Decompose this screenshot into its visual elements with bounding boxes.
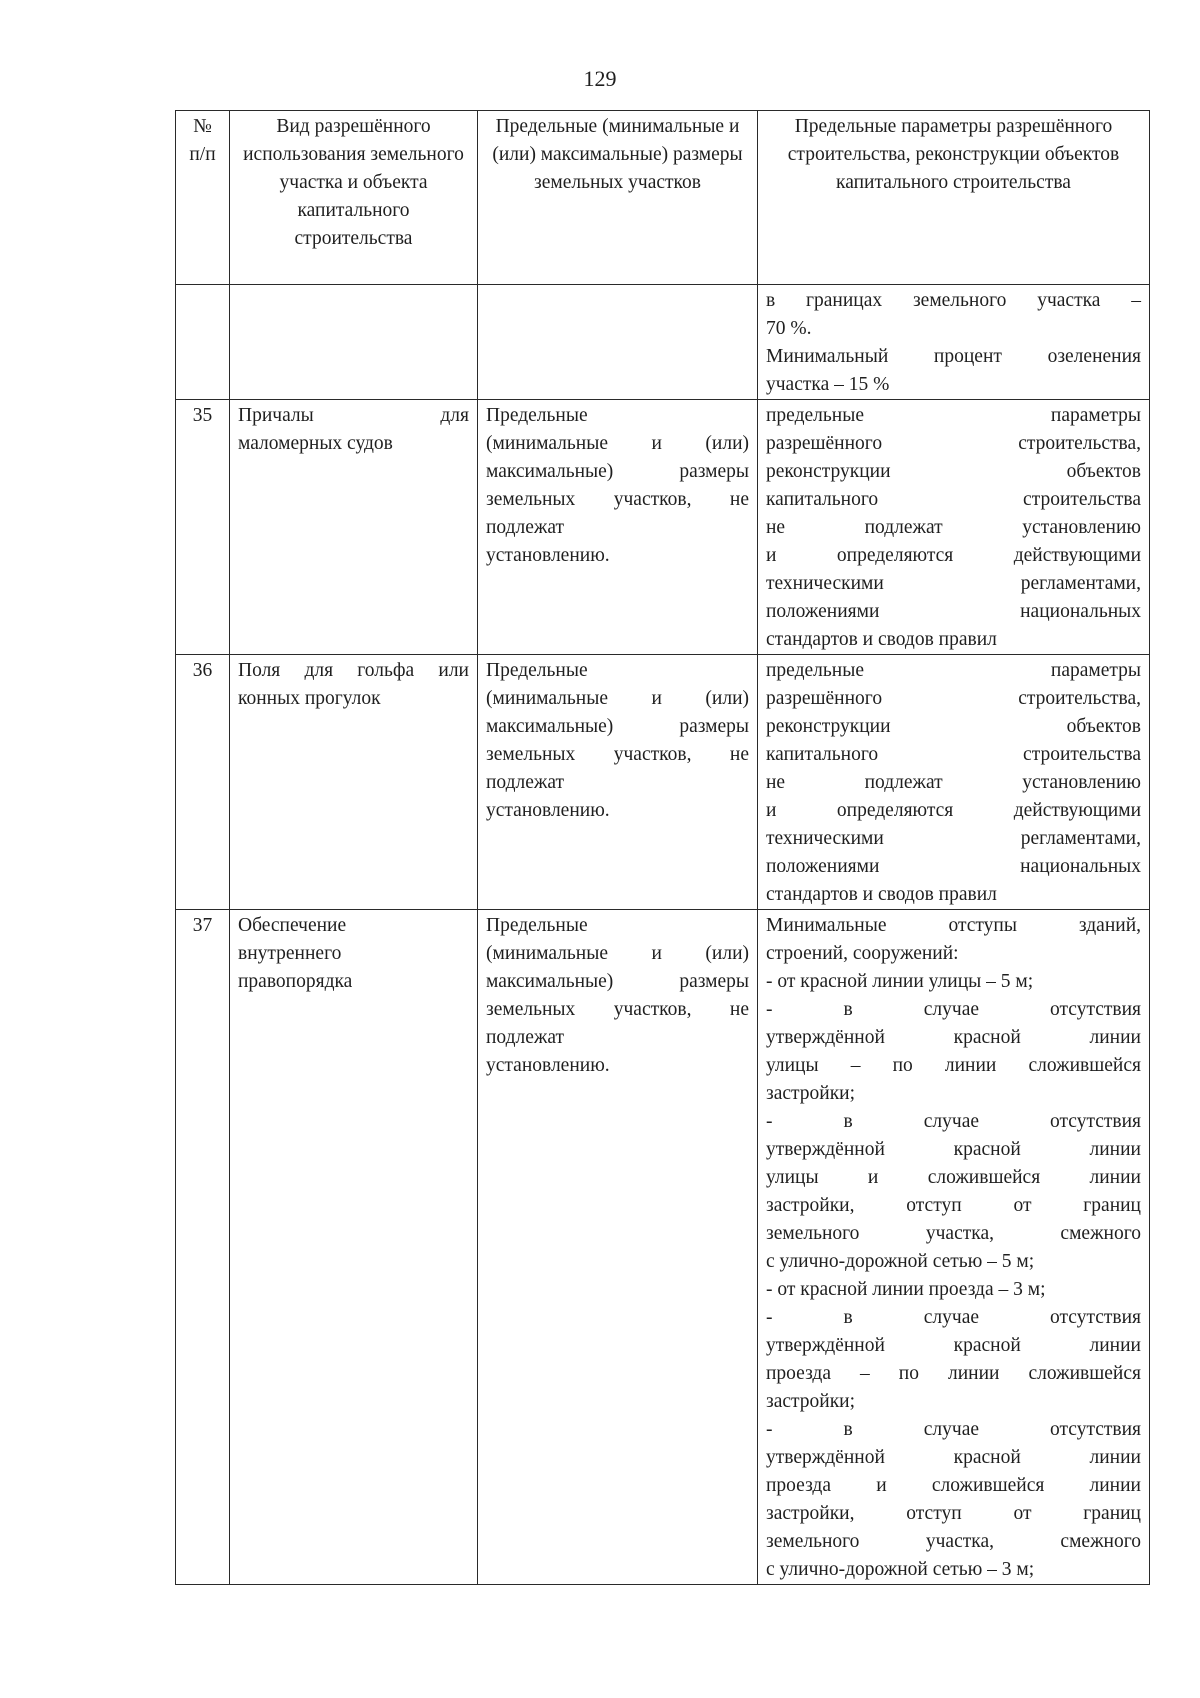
text-line: проезда – по линии сложившейся: [766, 1363, 1141, 1384]
text-line: максимальные) размеры: [486, 971, 749, 992]
table-cell-building-params: [758, 285, 1150, 400]
text-line: предельные параметры: [766, 405, 1141, 426]
text-line: Предельные: [486, 660, 588, 681]
table-cell-use-type: [230, 655, 478, 910]
text-line: не подлежат установлению: [766, 772, 1141, 793]
text-line: Предельные: [486, 915, 588, 936]
header-plot-size: Предельные (минимальные и (или) максимальные) размеры земельных участков: [478, 111, 758, 285]
text-line: положениями национальных: [766, 856, 1141, 877]
text-line: земельных участков, не: [486, 999, 749, 1020]
text-line: - от красной линии проезда – 3 м;: [766, 1279, 1046, 1300]
text-line: установлению.: [486, 800, 610, 821]
text-line: участка – 15 %: [766, 374, 890, 395]
table-cell-number: [176, 285, 230, 400]
text-line: и определяются действующими: [766, 800, 1141, 821]
text-line: подлежат: [486, 517, 565, 538]
text-line: разрешённого строительства,: [766, 433, 1141, 454]
text-line: утверждённой красной линии: [766, 1447, 1141, 1468]
text-line: маломерных судов: [238, 433, 393, 454]
text-line: с улично-дорожной сетью – 5 м;: [766, 1251, 1035, 1272]
text-line: и определяются действующими: [766, 545, 1141, 566]
page-number: 129: [583, 66, 617, 91]
text-line: застройки;: [766, 1391, 856, 1412]
text-line: застройки, отступ от границ: [766, 1503, 1141, 1524]
text-line: утверждённой красной линии: [766, 1139, 1141, 1160]
table-row: [176, 400, 1150, 655]
text-line: не подлежат установлению: [766, 517, 1141, 538]
text-line: внутреннего: [238, 943, 342, 964]
text-line: застройки, отступ от границ: [766, 1195, 1141, 1216]
table-header-row: [176, 111, 1150, 285]
text-line: установлению.: [486, 1055, 610, 1076]
table-row: [176, 655, 1150, 910]
text-line: застройки;: [766, 1083, 856, 1104]
text-line: 70 %.: [766, 318, 812, 339]
text-line: улицы – по линии сложившейся: [766, 1055, 1141, 1076]
text-line: капитального строительства: [766, 744, 1141, 765]
table-cell-plot-size: [478, 655, 758, 910]
text-line: (минимальные и (или): [486, 943, 749, 964]
text-line: стандартов и сводов правил: [766, 884, 997, 905]
text-line: стандартов и сводов правил: [766, 629, 997, 650]
table-row: [176, 910, 1150, 1585]
header-building-params: Предельные параметры разрешённого строительства, реконструкции объектов капитального строительства: [758, 111, 1150, 285]
continuation-row: [176, 285, 1150, 400]
text-line: подлежат: [486, 772, 565, 793]
text-line: (минимальные и (или): [486, 688, 749, 709]
text-line: капитального строительства: [766, 489, 1141, 510]
table-cell-use-type: [230, 400, 478, 655]
table-cell-plot-size: [478, 910, 758, 1585]
table-cell-plot-size: [478, 285, 758, 400]
table-cell-use-type: [230, 910, 478, 1585]
text-line: (минимальные и (или): [486, 433, 749, 454]
text-line: Поля для гольфа или: [238, 660, 469, 681]
text-line: утверждённой красной линии: [766, 1027, 1141, 1048]
text-line: земельных участков, не: [486, 744, 749, 765]
regulation-table: [175, 110, 1150, 1585]
text-line: с улично-дорожной сетью – 3 м;: [766, 1559, 1035, 1580]
row-number: 36: [176, 655, 230, 910]
text-line: правопорядка: [238, 971, 353, 992]
header-use-type: Вид разрешённого использования земельного участка и объекта капитального строительства: [230, 111, 478, 285]
text-line: максимальные) размеры: [486, 716, 749, 737]
text-line: земельного участка, смежного: [766, 1531, 1141, 1552]
text-line: - в случае отсутствия: [766, 1307, 1141, 1328]
text-line: утверждённой красной линии: [766, 1335, 1141, 1356]
text-line: положениями национальных: [766, 601, 1141, 622]
text-line: Предельные: [486, 405, 588, 426]
text-line: техническими регламентами,: [766, 828, 1141, 849]
table-cell-plot-size: [478, 400, 758, 655]
row-number: 35: [176, 400, 230, 655]
text-line: - в случае отсутствия: [766, 1111, 1141, 1132]
text-line: максимальные) размеры: [486, 461, 749, 482]
table-cell-use-type: [230, 285, 478, 400]
table-cell-building-params: [758, 910, 1150, 1585]
text-line: подлежат: [486, 1027, 565, 1048]
header-number: № п/п: [176, 111, 230, 285]
text-line: строений, сооружений:: [766, 943, 959, 964]
text-line: - в случае отсутствия: [766, 999, 1141, 1020]
text-line: в границах земельного участка –: [766, 290, 1141, 311]
text-line: техническими регламентами,: [766, 573, 1141, 594]
text-line: - от красной линии улицы – 5 м;: [766, 971, 1034, 992]
table-cell-building-params: [758, 400, 1150, 655]
text-line: установлению.: [486, 545, 610, 566]
text-line: улицы и сложившейся линии: [766, 1167, 1141, 1188]
text-line: земельного участка, смежного: [766, 1223, 1141, 1244]
text-line: Обеспечение: [238, 915, 347, 936]
text-line: конных прогулок: [238, 688, 381, 709]
text-line: Минимальный процент озеленения: [766, 346, 1141, 367]
text-line: Минимальные отступы зданий,: [766, 915, 1141, 936]
table-cell-building-params: [758, 655, 1150, 910]
text-line: проезда и сложившейся линии: [766, 1475, 1141, 1496]
text-line: реконструкции объектов: [766, 461, 1141, 482]
text-line: земельных участков, не: [486, 489, 749, 510]
text-line: разрешённого строительства,: [766, 688, 1141, 709]
text-line: реконструкции объектов: [766, 716, 1141, 737]
text-line: Причалы для: [238, 405, 469, 426]
text-line: - в случае отсутствия: [766, 1419, 1141, 1440]
row-number: 37: [176, 910, 230, 1585]
text-line: предельные параметры: [766, 660, 1141, 681]
